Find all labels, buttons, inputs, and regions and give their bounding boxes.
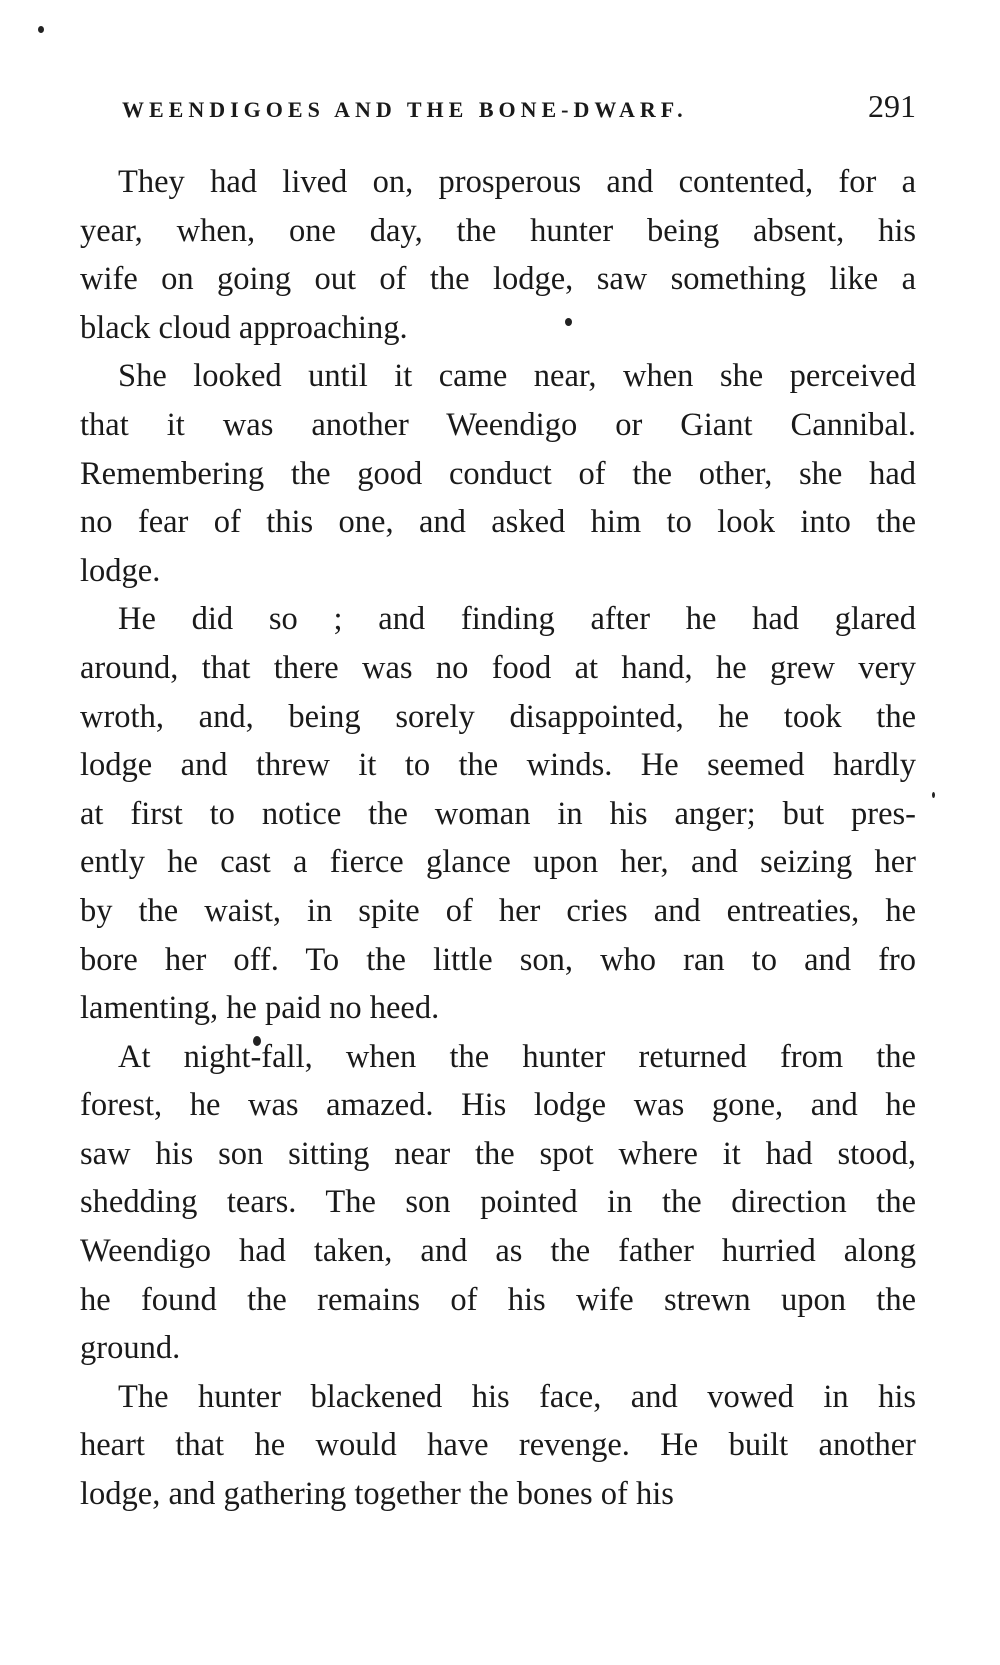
text-line: shedding tears. The son pointed in the direction the — [80, 1184, 916, 1221]
text-line: lamenting, he paid no heed. — [80, 990, 440, 1027]
text-line: She looked until it came near, when she perceived — [118, 358, 916, 395]
body-text — [80, 158, 916, 1519]
text-line: ently he cast a fierce glance upon her, and seizing her — [80, 844, 916, 881]
text-line: lodge, and gathering together the bones of his — [80, 1476, 674, 1513]
text-line: wroth, and, being sorely disappointed, he took the — [80, 698, 916, 735]
text-line: Remembering the good conduct of the other, she had — [80, 455, 916, 492]
text-line: ground. — [80, 1330, 181, 1367]
text-line: no fear of this one, and asked him to look into the — [80, 504, 916, 541]
text-line: At night-fall, when the hunter returned from the — [118, 1038, 916, 1075]
text-line: bore her off. To the little son, who ran to and fro — [80, 941, 916, 978]
paragraph — [80, 595, 916, 1032]
page-header — [80, 88, 916, 136]
paragraph — [80, 1373, 916, 1519]
paragraph — [80, 158, 916, 352]
ink-speck — [932, 792, 935, 798]
text-line: wife on going out of the lodge, saw something like a — [80, 261, 916, 298]
text-line: by the waist, in spite of her cries and entreaties, he — [80, 892, 916, 929]
text-line: lodge and threw it to the winds. He seemed hardly — [80, 747, 916, 784]
text-line: They had lived on, prosperous and contented, for a — [118, 164, 916, 200]
text-line: heart that he would have revenge. He built another — [80, 1427, 916, 1464]
text-line: forest, he was amazed. His lodge was gone, and he — [80, 1087, 916, 1124]
ink-speck — [38, 26, 44, 33]
text-line: The hunter blackened his face, and vowed in his — [118, 1378, 916, 1415]
text-line: he found the remains of his wife strewn upon the — [80, 1281, 916, 1318]
running-title: WEENDIGOES AND THE BONE-DWARF. — [122, 97, 688, 122]
text-line: black cloud approaching. — [80, 309, 408, 346]
paragraph — [80, 1033, 916, 1373]
text-line: around, that there was no food at hand, he grew very — [80, 649, 916, 686]
text-line: saw his son sitting near the spot where it had stood, — [80, 1135, 916, 1172]
page-number: 291 — [868, 88, 916, 124]
text-line: Weendigo had taken, and as the father hurried along — [80, 1233, 916, 1270]
text-line: He did so ; and finding after he had glared — [118, 601, 916, 638]
text-line: at first to notice the woman in his anger; but pres- — [80, 795, 916, 832]
book-page — [80, 88, 916, 1519]
text-line: year, when, one day, the hunter being absent, his — [80, 212, 916, 249]
text-line: that it was another Weendigo or Giant Cannibal. — [80, 406, 916, 443]
paragraph — [80, 352, 916, 595]
text-line: lodge. — [80, 552, 161, 589]
